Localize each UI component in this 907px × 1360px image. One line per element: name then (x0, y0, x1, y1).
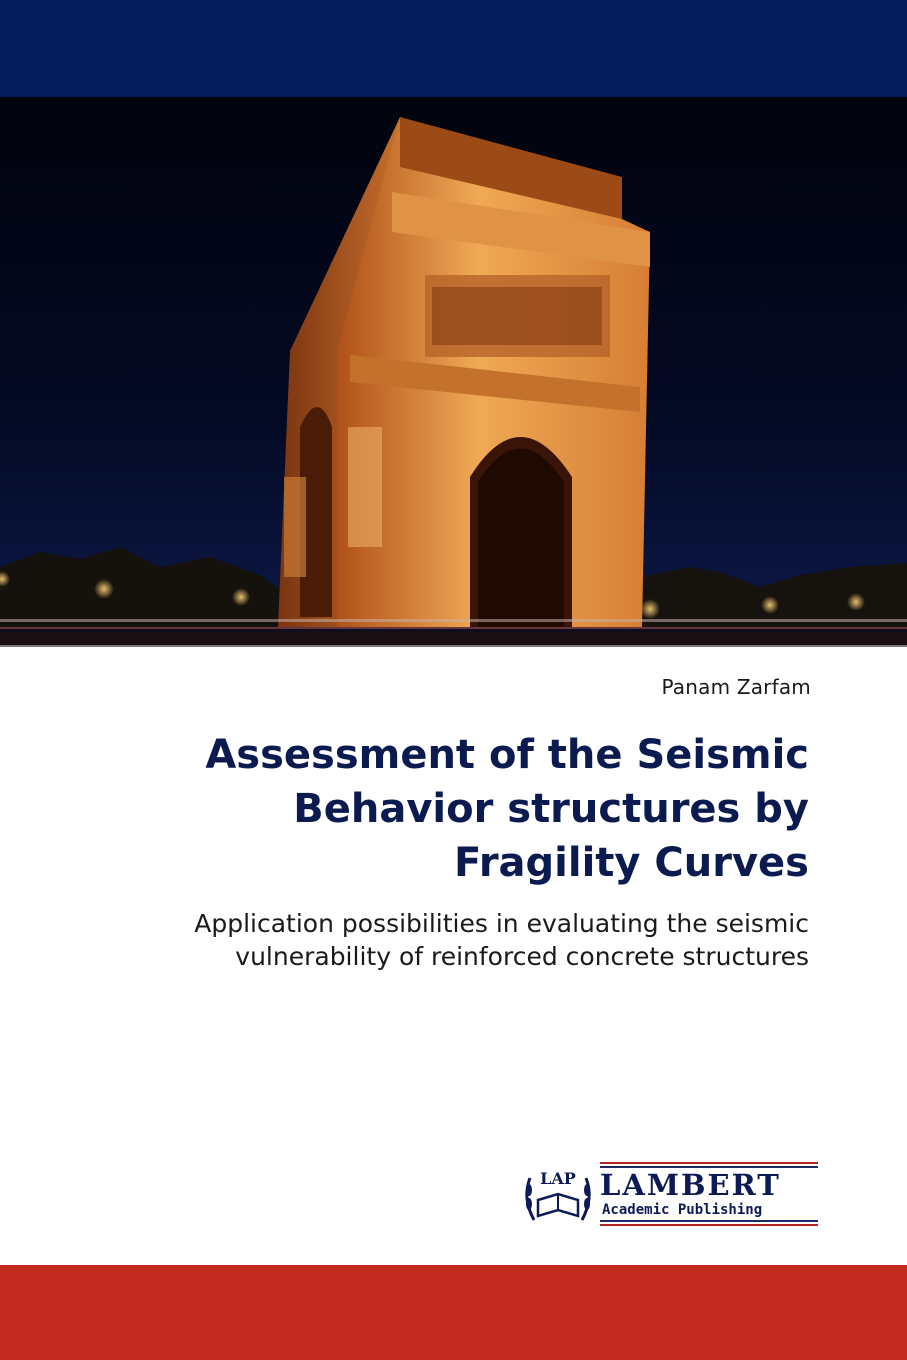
publisher-logo (520, 1158, 820, 1230)
logo-rule-bottom (600, 1220, 818, 1226)
publisher-name: LAMBERT (600, 1168, 781, 1202)
bottom-color-band (0, 1265, 907, 1360)
photo-divider (0, 645, 907, 647)
book-title: Assessment of the Seismic Behavior structures by Fragility Curves (205, 732, 809, 886)
top-color-band (0, 0, 907, 97)
arc-de-triomphe-illustration (0, 97, 907, 646)
emblem-text: LAP (540, 1169, 576, 1188)
book-wreath-icon (520, 1158, 596, 1230)
author-name: Panam Zarfam (661, 675, 811, 699)
book-subtitle: Application possibilities in evaluating the seismic vulnerability of reinforced concrete structures (194, 909, 809, 971)
publisher-tagline: Academic Publishing (602, 1202, 763, 1218)
cover-photo (0, 97, 907, 646)
